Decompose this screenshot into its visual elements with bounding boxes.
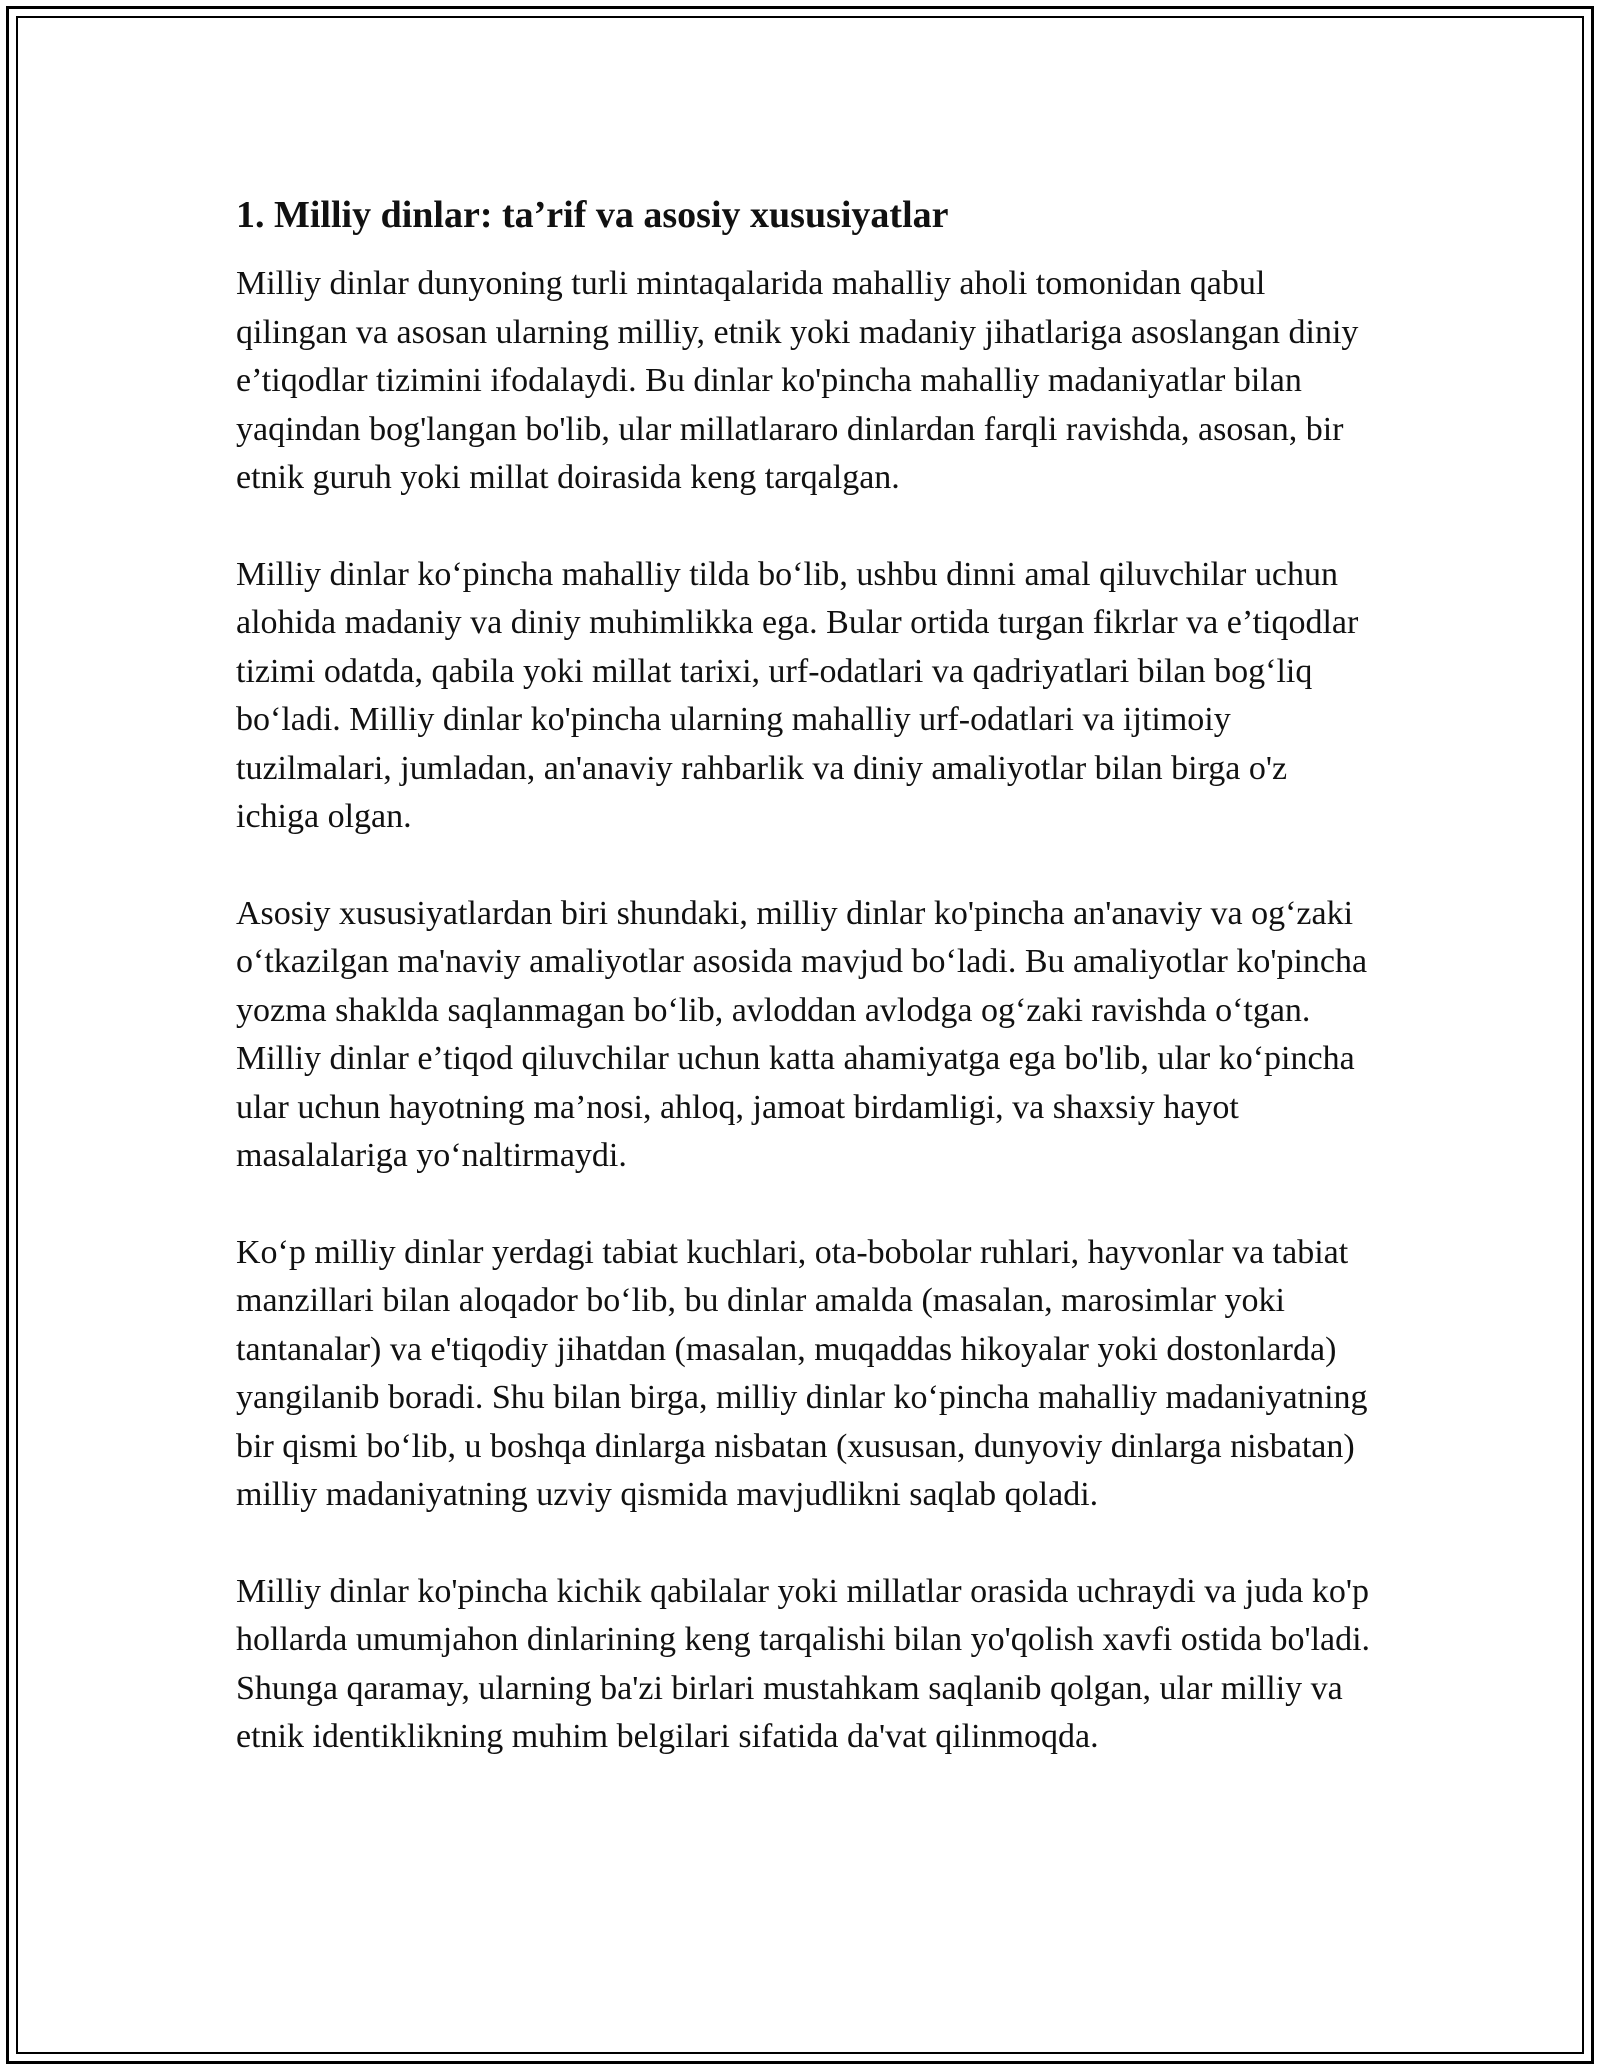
document-body <box>236 186 1376 1762</box>
paragraph-4: Ko‘p milliy dinlar yerdagi tabiat kuchlari, ota-bobolar ruhlari, hayvonlar va tabiat manzillari bilan aloqador bo‘lib, bu dinlar amalda (masalan, marosimlar yoki tantanalar) va e'tiqodiy jihatdan (masalan, muqaddas hikoyalar yoki dostonlarda) yangilanib boradi. Shu bilan birga, milliy dinlar ko‘pincha mahalliy madaniyatning bir qismi bo‘lib, u boshqa dinlarga nisbatan (xususan, dunyoviy dinlarga nisbatan) milliy madaniyatning uzviy qismida mavjudlikni saqlab qoladi. <box>236 1233 1368 1513</box>
paragraph-1: Milliy dinlar dunyoning turli mintaqalarida mahalliy aholi tomonidan qabul qilingan va asosan ularning milliy, etnik yoki madaniy jihatlariga asoslangan diniy e’tiqodlar tizimini ifodalaydi. Bu dinlar ko'pincha mahalliy madaniyatlar bilan yaqindan bog'langan bo'lib, ular millatlararo dinlardan farqli ravishda, asosan, bir etnik guruh yoki millat doirasida keng tarqalgan. <box>236 265 1359 496</box>
section-heading: 1. Milliy dinlar: ta’rif va asosiy xususiyatlar <box>236 194 949 236</box>
paragraph-2: Milliy dinlar ko‘pincha mahalliy tilda bo‘lib, ushbu dinni amal qiluvchilar uchun alohida madaniy va diniy muhimlikka ega. Bular ortida turgan fikrlar va e’tiqodlar tizimi odatda, qabila yoki millat tarixi, urf-odatlari va qadriyatlari bilan bog‘liq bo‘ladi. Milliy dinlar ko'pincha ularning mahalliy urf-odatlari va ijtimoiy tuzilmalari, jumladan, an'anaviy rahbarlik va diniy amaliyotlar bilan birga o'z ichiga olgan. <box>236 555 1359 835</box>
paragraph-5: Milliy dinlar ko'pincha kichik qabilalar yoki millatlar orasida uchraydi va juda ko'p hollarda umumjahon dinlarining keng tarqalishi bilan yo'qolish xavfi ostida bo'ladi. Shunga qaramay, ularning ba'zi birlari mustahkam saqlanib qolgan, ular milliy va etnik identiklikning muhim belgilari sifatida da'vat qilinmoqda. <box>236 1572 1371 1755</box>
paragraph-3: Asosiy xususiyatlardan biri shundaki, milliy dinlar ko'pincha an'anaviy va og‘zaki o‘tkazilgan ma'naviy amaliyotlar asosida mavjud bo‘ladi. Bu amaliyotlar ko'pincha yozma shaklda saqlanmagan bo‘lib, avloddan avlodga og‘zaki ravishda o‘tgan. Milliy dinlar e’tiqod qiluvchilar uchun katta ahamiyatga ega bo'lib, ular ko‘pincha ular uchun hayotning ma’nosi, ahloq, jamoat birdamligi, va shaxsiy hayot masalalariga yo‘naltirmaydi. <box>236 894 1368 1174</box>
